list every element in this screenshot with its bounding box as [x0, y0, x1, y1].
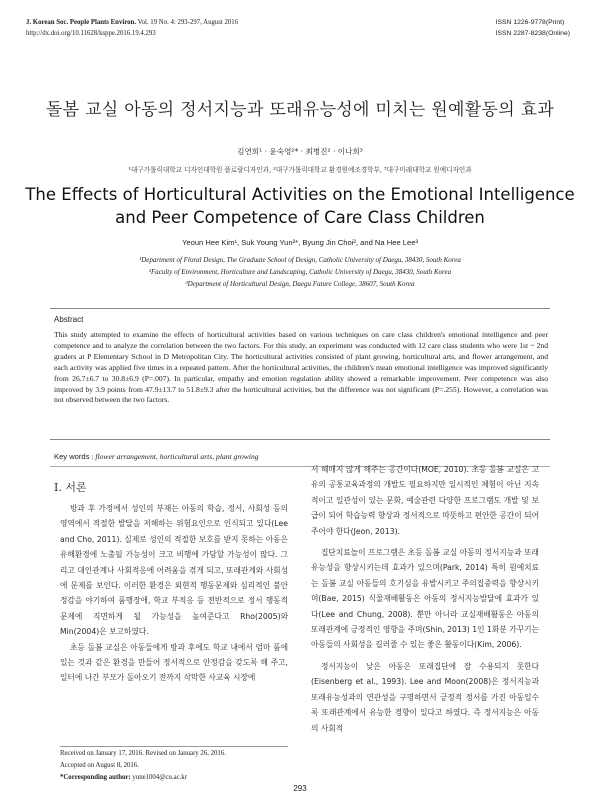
body-paragraph: 정서지능이 낮은 아동은 또래집단에 잘 수용되지 못한다(Eisenberg et al., 1993). Lee and Moon(2008)은 정서지능과 또래유능성과의 연관성을 구명하면서 긍정적 정서를 가진 아동일수록 또래관계에서 유능한 경향이 있다고 하였다. 즉 정서지능은 아동의 사회적 [311, 661, 539, 733]
accepted-date: Accepted on August 8, 2016. [60, 762, 139, 769]
received-dates: Received on January 17, 2016. Revised on January 26, 2016. [60, 750, 226, 757]
korean-authors: 김연희¹ · 윤숙영²* · 최병진² · 이나희³ [237, 147, 363, 156]
abstract-heading: Abstract [54, 315, 84, 324]
footnote-divider [60, 746, 288, 747]
keywords-text: flower arrangement, horticultural arts, plant growing [95, 452, 259, 461]
english-affiliations [0, 254, 600, 290]
issn-online: ISSN 2287-8238(Online) [495, 30, 570, 37]
affiliation-1: ¹Department of Floral Design, The Graduate School of Design, Catholic University of Daegu, 38430, South Korea [139, 256, 461, 264]
doi-link[interactable]: http://dx.doi.org/10.11628/ksppe.2016.19.4.293 [26, 30, 156, 37]
english-title-line1: The Effects of Horticultural Activities on the Emotional Intelligence [25, 185, 575, 204]
abstract-box [50, 308, 550, 440]
footnote [60, 748, 290, 784]
keywords: Key words : flower arrangement, horticultural arts, plant growing [54, 452, 259, 461]
issn-print: ISSN 1226-9778(Print) [495, 19, 565, 26]
body-column-left [54, 477, 288, 686]
body-paragraph: 서 헤매지 않게 해주는 공간이다(MOE, 2010). 초등 돌봄 교실은 고유의 공통교육과정의 개발도 필요하지만 일시적인 체험이 아닌 지속적이고 일관성이 있는 문화, 예술관련 다양한 프로그램도 개발 및 보급이 되어 학습능력 향상과 정서적으로 따뜻하고 편안한 공간이 되어 주어야 한다(Jeon, 2013). [311, 465, 539, 536]
korean-title: 돌봄 교실 아동의 정서지능과 또래유능성에 미치는 원예활동의 효과 [45, 100, 555, 120]
affiliation-2: ²Faculty of Environment, Horticulture and Landscaping, Catholic University of Daegu, 38430, South Korea [148, 268, 452, 276]
english-title [0, 183, 600, 229]
section-heading-introduction: Ⅰ. 서론 [54, 481, 87, 494]
affiliation-3: ³Department of Horticultural Design, Daegu Future College, 38607, South Korea [185, 280, 415, 288]
volume-info: Vol. 19 No. 4: 293-297, August 2016 [137, 19, 239, 26]
corresponding-label: *Corresponding author: [60, 774, 131, 781]
korean-affiliations: ¹대구가톨릭대학교 디자인대학원 플로랄디자인과, ²대구가톨릭대학교 환경원예조경학부, ³대구미래대학교 원예디자인과 [128, 166, 472, 174]
keywords-label: Key words [54, 452, 90, 461]
page-number: 293 [293, 784, 307, 793]
abstract-text: This study attempted to examine the effects of horticultural activities based on various techniques on care class children's emotional intelligence and peer competence and to analyze the correlation between the two factors. For this study, an experiment was conducted with 12 care class students who were 1st ~ 2nd graders at P Elementary School in D Metropolitan City. The horticultural activities consisted of plant growing, horticultural arts, and flower arrangement, and each activity was applied five times in a repeated pattern. After the horticultural activities, the children's mean emotional intelligence was improved significantly from 26.7±6.7 to 30.8±6.9 (P=.007). In particular, empathy and emotion regulation ability showed a remarkable improvement. Peer competence was also improved by 3.9 points from 47.9±13.7 to 51.8±9.3 after the horticultural activities, but the difference was not significant (P=.255). However, a correlation was not observed between the two factors. [54, 330, 548, 405]
body-column-right [311, 462, 539, 736]
journal-header-right [496, 17, 570, 39]
english-title-line2: and Peer Competence of Care Class Children [115, 208, 485, 227]
body-paragraph: 방과 후 가정에서 성인의 부재는 아동의 학습, 정서, 사회성 등의 영역에서 적절한 발달을 저해하는 위험요인으로 인식되고 있다(Lee and Cho, 2011). 실제로 성인의 적절한 보호를 받지 못하는 아동은 유해환경에 노출될 가능성이 크고 비행에 가담할 가능성이 많다. 그리고 대인관계나 사회적응에 어려움을 겪게 되고, 또래관계와 사회성에 문제를 보인다. 이러한 환경은 외현적 행동문제와 심리적인 불안정감을 야기하여 품행장애, 학교 부적응 등 전반적으로 정서 행동적 문제에 직면하게 될 가능성을 높여준다고 Rho(2005)와 Min(2004)은 보고하였다. [60, 504, 288, 637]
corresponding-author [60, 772, 290, 784]
english-authors: Yeoun Hee Kim¹, Suk Young Yun²*, Byung Jin Choi², and Na Hee Lee³ [182, 238, 418, 247]
corresponding-email[interactable]: yune1004@cu.ac.kr [132, 774, 187, 781]
journal-name: J. Korean Soc. People Plants Environ. [26, 19, 137, 26]
body-paragraph: 초등 돌봄 교실은 아동들에게 방과 후에도 학교 내에서 엄마 품에 있는 것과 같은 환경을 만들어 정서적으로 안정감을 갖도록 해 주고, 일터에 나간 부모가 돌아오기 전까지 삭막한 사교육 시장에 [60, 642, 288, 683]
body-paragraph: 집단치료놀이 프로그램은 초등 돌봄 교실 아동의 정서지능과 또래 유능성을 향상시키는데 효과가 있으며(Park, 2014) 특히 원예치료는 돌봄 교실 아동들의 호기심을 유발시키고 주의집중력을 향상시키며(Bae, 2015) 식물재배활동은 아동의 정서지능발달에 효과가 있다(Lee and Chung, 2008). 뿐만 아니라 교실재배활동은 아동의 또래관계에 긍정적인 영향을 주며(Shin, 2013) 1인 1화분 가꾸기는 아동들의 사회성을 길러줄 수 있는 좋은 활동이다(Kim, 2006). [311, 548, 539, 650]
journal-header-left [26, 17, 238, 39]
